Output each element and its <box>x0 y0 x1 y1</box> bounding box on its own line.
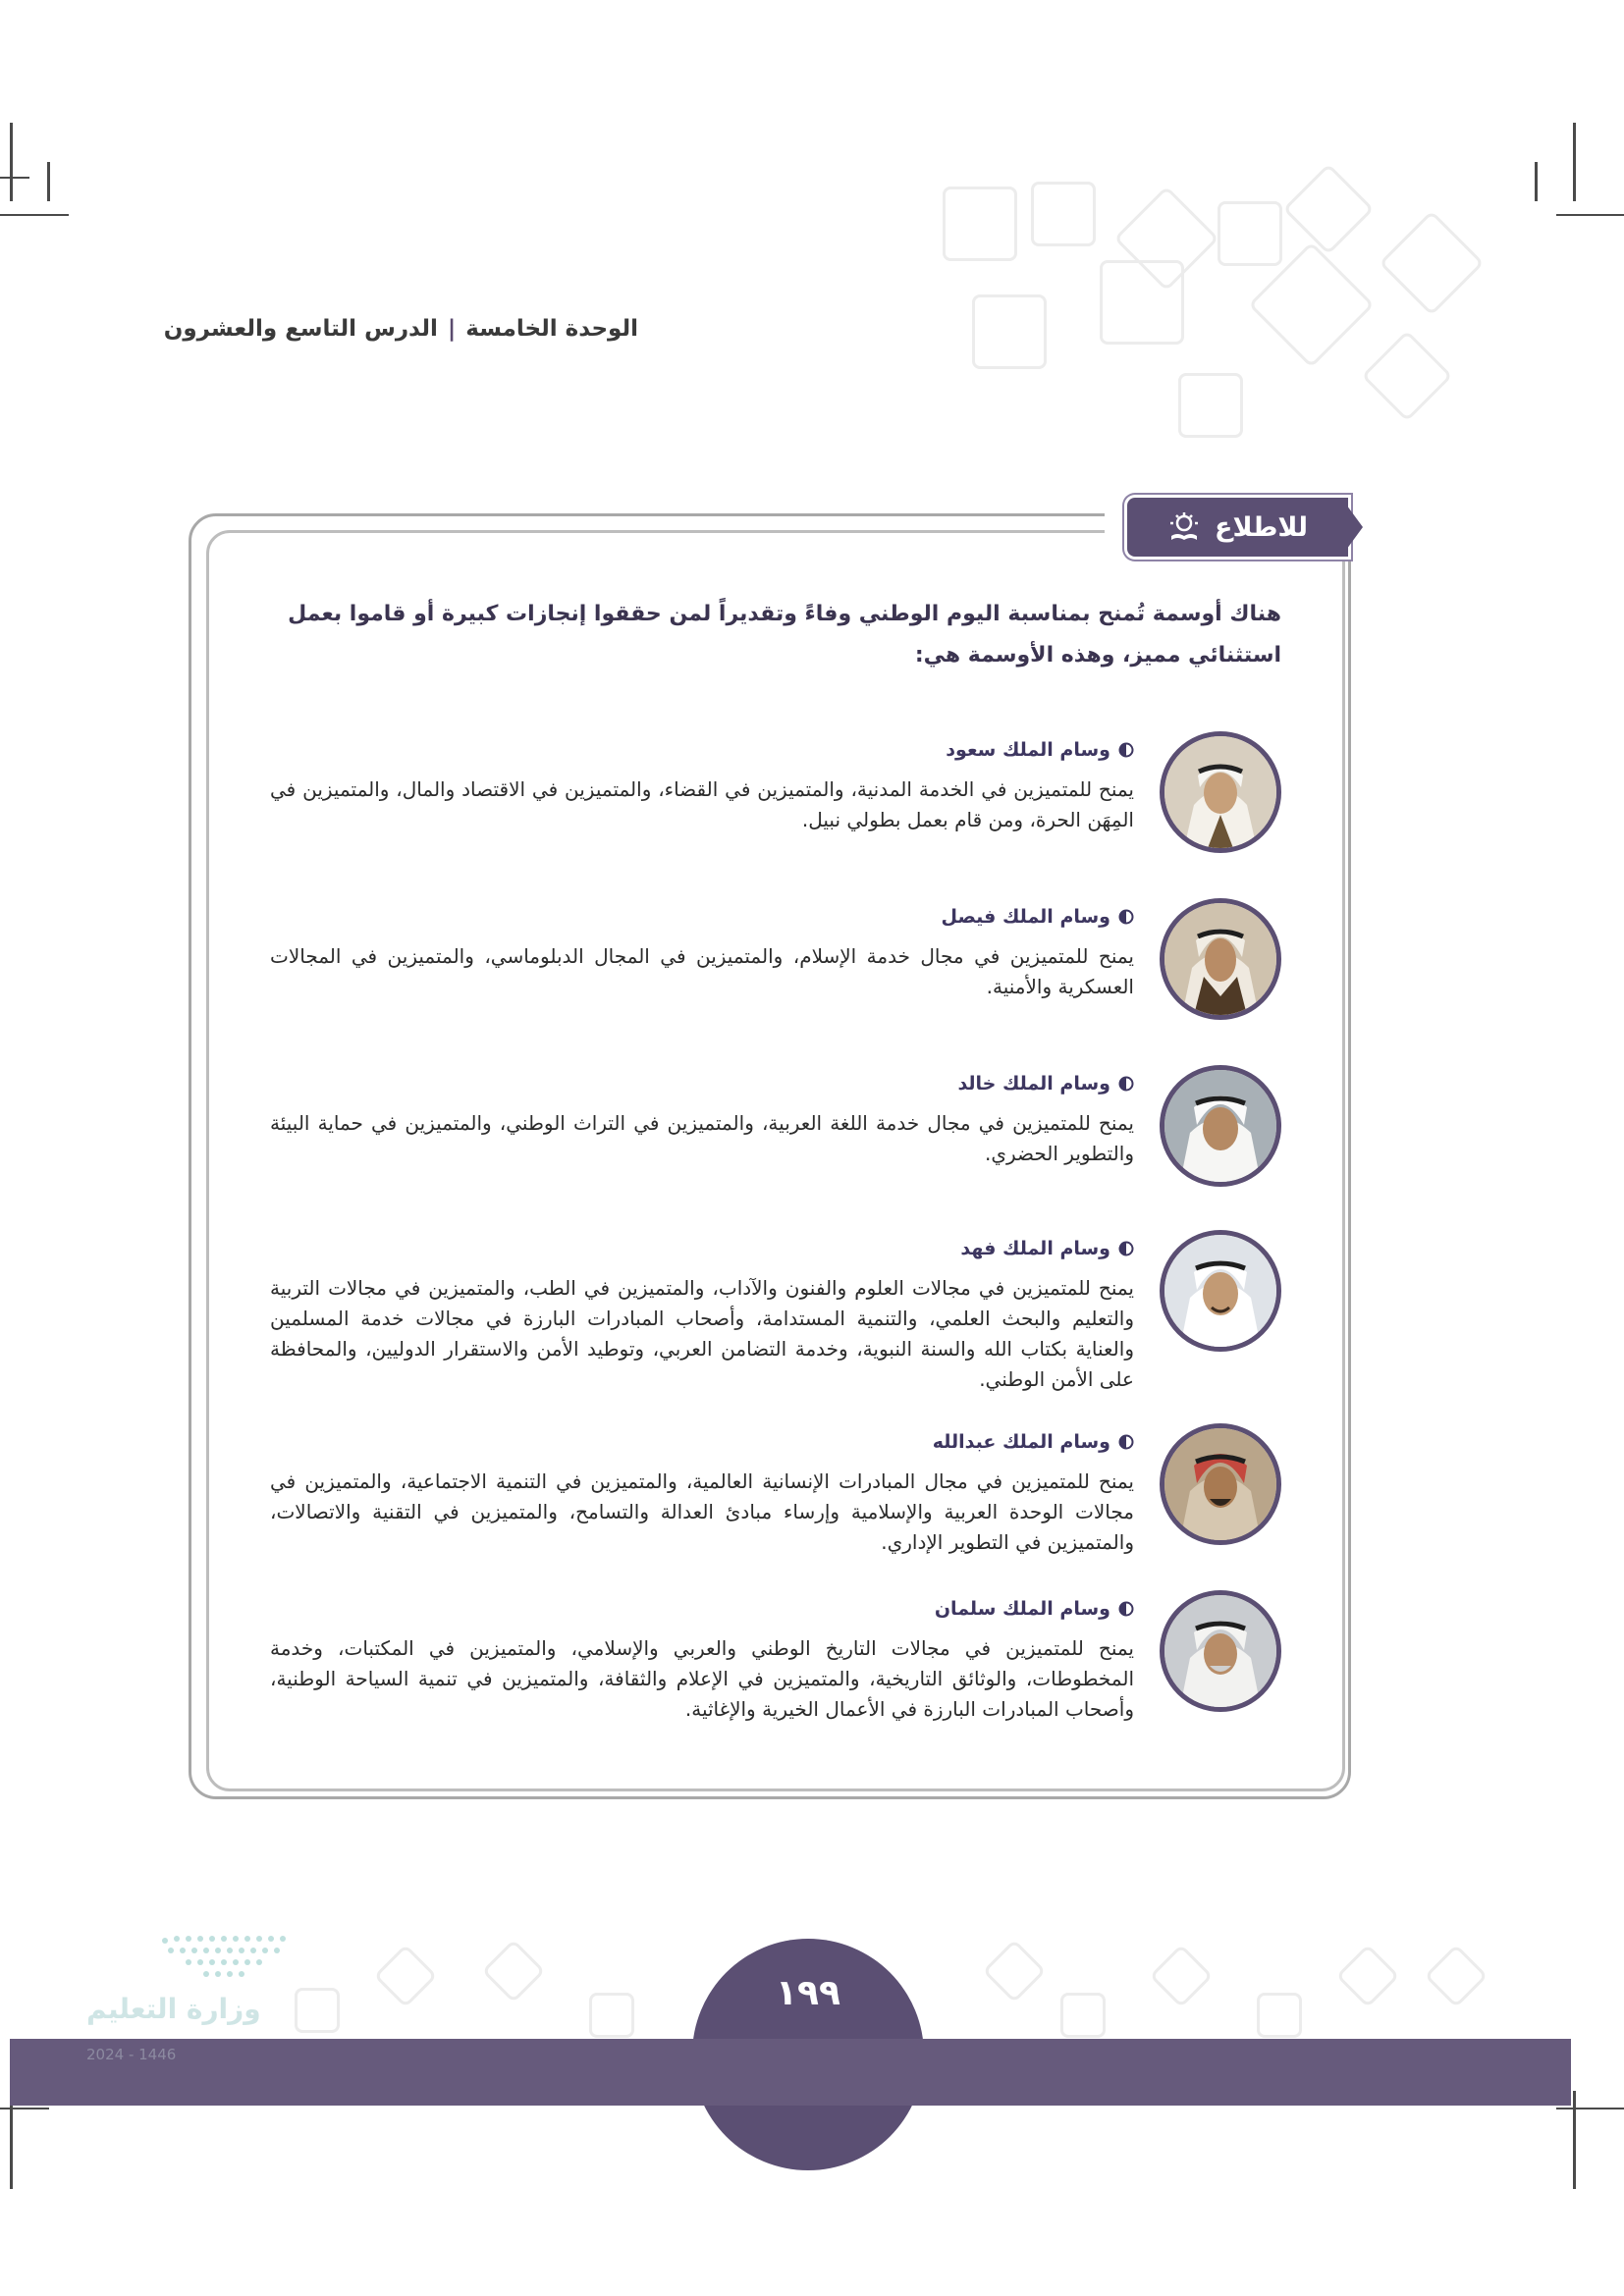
medal-title-text: وسام الملك خالد <box>957 1073 1110 1095</box>
medal-title <box>960 1238 1134 1259</box>
decorative-diamond <box>1424 1944 1488 2007</box>
portrait-image <box>1164 1070 1276 1182</box>
crop-mark <box>1573 2091 1576 2189</box>
medal-description: يمنح للمتميزين في مجالات التاريخ الوطني والعربي والإسلامي، والمتميزين في المكتبات، وخدمة المخطوطات، والوثائق التاريخية، والمتميزين في الإعلام والثقافة، والمتميزين في تنمية السياحة الوطنية، وأصحاب المبادرات البارزة في الأعمال الخيرية والإغاثية. <box>270 1636 1134 1721</box>
medal-item <box>270 731 1281 869</box>
page-header <box>163 316 638 355</box>
medal-description: يمنح للمتميزين في مجال خدمة الإسلام، والمتميزين في المجال الدبلوماسي، والمتميزين في المجالات العسكرية والأمنية. <box>270 944 1134 998</box>
medal-description: يمنح للمتميزين في الخدمة المدنية، والمتميزين في القضاء، والمتميزين في الاقتصاد والمال، والمتميزين في المِهَن الحرة، ومن قام بعمل بطولي نبيل. <box>270 777 1134 831</box>
medal-title <box>935 1598 1134 1620</box>
crop-mark <box>10 123 13 201</box>
decorative-diamond <box>1335 1944 1399 2007</box>
portrait-king-salman <box>1160 1590 1281 1712</box>
portrait-king-saud <box>1160 731 1281 853</box>
decorative-square <box>1100 260 1184 345</box>
header-separator: | <box>447 316 457 342</box>
decorative-square <box>589 1993 634 2038</box>
crop-mark <box>0 214 69 216</box>
medal-title-text: وسام الملك سلمان <box>934 1598 1110 1620</box>
portrait-image <box>1164 736 1276 848</box>
decorative-square <box>943 187 1017 261</box>
medal-item <box>270 1230 1281 1407</box>
ministry-logo-text: وزارة التعليم <box>86 1993 261 2025</box>
medal-title <box>957 1073 1134 1095</box>
medal-title <box>946 739 1134 761</box>
decorative-diamond <box>481 1939 545 2002</box>
info-tab <box>1127 498 1348 557</box>
medal-item <box>270 1590 1281 1737</box>
portrait-king-fahd <box>1160 1230 1281 1352</box>
crop-mark <box>1556 2108 1624 2109</box>
crop-mark <box>1573 123 1576 201</box>
half-circle-bullet-icon <box>1118 1241 1134 1256</box>
page-number: ١٩٩ <box>776 1973 840 2013</box>
half-circle-bullet-icon <box>1118 1076 1134 1092</box>
decorative-diamond <box>1379 210 1484 315</box>
tab-arrow <box>1341 498 1363 557</box>
crop-mark <box>10 2091 13 2189</box>
medal-item <box>270 1065 1281 1202</box>
portrait-image <box>1164 1595 1276 1707</box>
medal-description: يمنح للمتميزين في مجالات العلوم والفنون والآداب، والمتميزين في الطب، والمتميزين في مجالات التربية والتعليم والبحث العلمي، والتنمية المستدامة، وأصحاب المبادرات البارزة في مجالات خدمة المسلمين والعناية بكتاب الله والسنة النبوية، وخدمة التضامن العربي، وتوطيد الأمن والاستقرار الدوليين، والمحافظة على الأمن الوطني. <box>270 1276 1134 1391</box>
intro-paragraph: هناك أوسمة تُمنح بمناسبة اليوم الوطني وفاءً وتقديراً لمن حققوا إنجازات كبيرة أو قاموا بعمل استثنائي مميز، وهذه الأوسمة هي: <box>288 602 1281 667</box>
decorative-square <box>1060 1993 1106 2038</box>
decorative-square <box>1178 373 1243 438</box>
unit-title: الوحدة الخامسة <box>465 316 638 342</box>
decorative-diamond <box>1361 330 1452 421</box>
medal-title-text: وسام الملك سعود <box>946 739 1110 761</box>
medal-title <box>942 906 1135 928</box>
medal-title-text: وسام الملك عبدالله <box>932 1431 1110 1453</box>
portrait-image <box>1164 903 1276 1015</box>
half-circle-bullet-icon <box>1118 742 1134 758</box>
portrait-king-khalid <box>1160 1065 1281 1187</box>
medal-item <box>270 898 1281 1036</box>
half-circle-bullet-icon <box>1118 1434 1134 1450</box>
medal-description: يمنح للمتميزين في مجال المبادرات الإنسانية العالمية، والمتميزين في التنمية الاجتماعية، والمتميزين في مجالات الوحدة العربية والإسلامية وإرساء مبادئ العدالة والتسامح، والمتميزين في التقنية والاتصالات، والمتميزين في التطوير الإداري. <box>270 1469 1134 1554</box>
portrait-image <box>1164 1235 1276 1347</box>
medal-item <box>270 1423 1281 1571</box>
crop-mark <box>47 162 50 201</box>
decorative-diamond <box>1149 1944 1213 2007</box>
decorative-square <box>1218 201 1282 266</box>
crop-mark <box>1535 162 1538 201</box>
medal-title-text: وسام الملك فيصل <box>941 906 1110 928</box>
portrait-image <box>1164 1428 1276 1540</box>
portrait-king-faisal <box>1160 898 1281 1020</box>
decorative-square <box>972 294 1047 369</box>
portrait-king-abdullah <box>1160 1423 1281 1545</box>
lesson-title: الدرس التاسع والعشرون <box>163 316 438 342</box>
half-circle-bullet-icon <box>1118 909 1134 925</box>
crop-mark <box>0 177 29 179</box>
crop-mark <box>0 2108 49 2109</box>
crop-mark <box>1556 214 1624 216</box>
decorative-square <box>1257 1993 1302 2038</box>
decorative-diamond <box>982 1939 1046 2002</box>
medal-description: يمنح للمتميزين في مجال خدمة اللغة العربية، والمتميزين في التراث الوطني، والمتميزين في حماية البيئة والتطوير الحضري. <box>270 1111 1134 1165</box>
decorative-square <box>1031 182 1096 246</box>
half-circle-bullet-icon <box>1118 1601 1134 1617</box>
decorative-diamond <box>373 1944 437 2007</box>
edition-year: 2024 - 1446 <box>86 2046 177 2063</box>
medal-title <box>933 1431 1134 1453</box>
lightbulb-book-icon <box>1167 510 1201 544</box>
tab-label: للاطلاع <box>1215 511 1309 543</box>
medal-title-text: وسام الملك فهد <box>960 1238 1110 1259</box>
decorative-diamond <box>1282 163 1374 254</box>
